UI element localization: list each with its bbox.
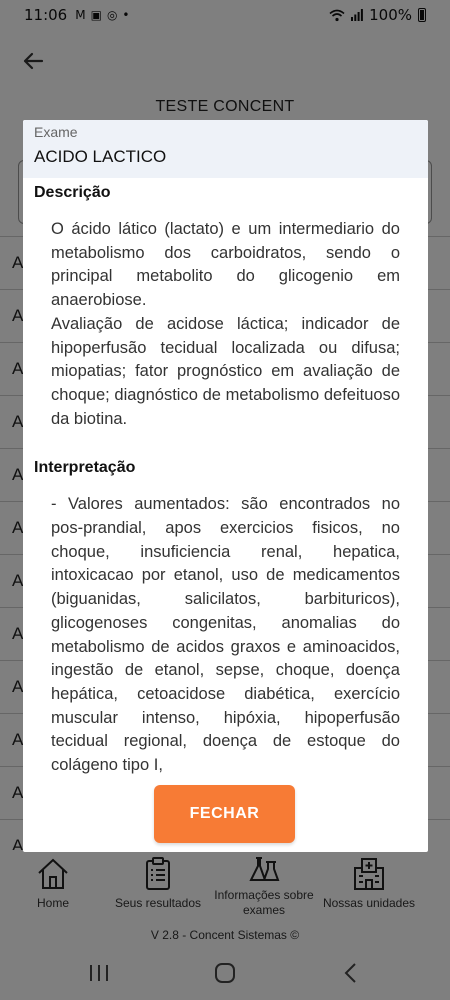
description-title: Descrição <box>34 184 111 201</box>
exam-field-label: Exame <box>34 124 78 140</box>
description-paragraph: Avaliação de acidose láctica; indicador de hipoperfusão tecidual localizada ou difusa; miopatias; fator prognóstico em avaliação de choque; diagnóstico de metabolismo defeituoso da biotina. <box>51 314 400 428</box>
exam-field <box>23 120 428 178</box>
dialog-scroll-content[interactable] <box>23 178 428 792</box>
exam-info-dialog <box>23 120 428 852</box>
interpretation-text <box>34 493 417 777</box>
close-button[interactable]: FECHAR <box>154 785 295 843</box>
interpretation-paragraph: - Valores aumentados: são encontrados no pos-prandial, apos exercicios fisicos, no choque, insuficiencia renal, hepatica, intoxicacao por etanol, uso de medicamentos (biguanidas, salicilatos, barbituricos), glicogenoses congenitas, anomalias do metabolismo de acidos graxos e aminoacidos, ingestão de etanol, sepse, choque, doença hepática, cetoacidose diabética, exercício muscular intenso, hipóxia, hipoperfusão tecidual regional, doença de estoque do colágeno tipo I, <box>51 495 400 775</box>
exam-field-value: ACIDO LACTICO <box>34 147 167 166</box>
interpretation-title: Interpretação <box>34 459 136 477</box>
description-text <box>34 218 417 431</box>
description-paragraph: O ácido lático (lactato) e um intermediario do metabolismo dos carboidratos, sendo o principal metabolito do glicogenio em anaerobiose. <box>51 220 400 310</box>
